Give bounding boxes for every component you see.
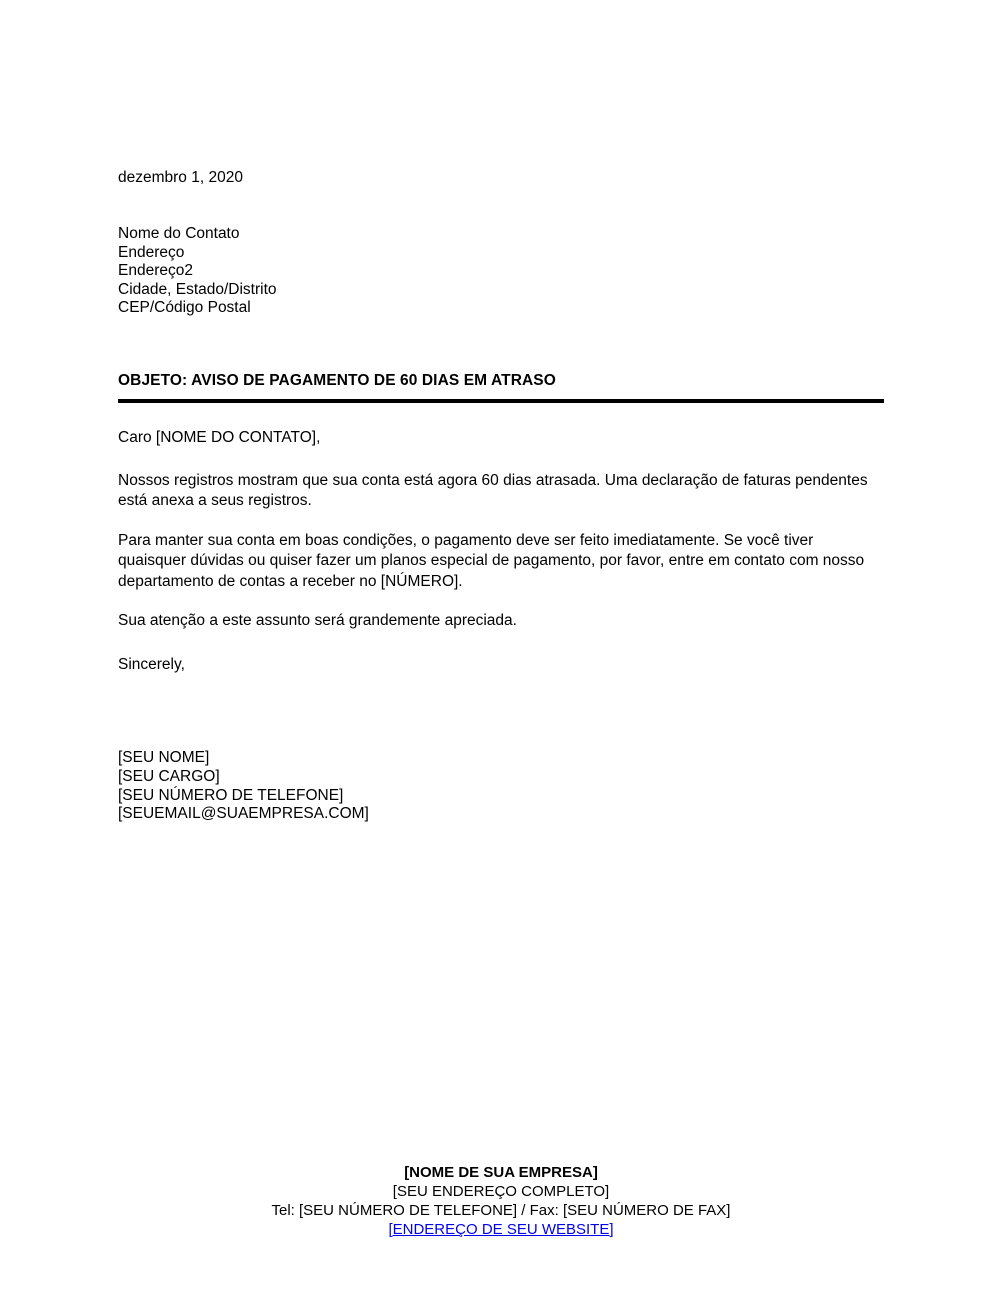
body-paragraph: Nossos registros mostram que sua conta está agora 60 dias atrasada. Uma declaração de faturas pendentes está anexa a seus registros. xyxy=(118,471,868,509)
footer-contact: Tel: [SEU NÚMERO DE TELEFONE] / Fax: [SEU NÚMERO DE FAX] xyxy=(271,1202,731,1219)
horizontal-rule xyxy=(118,399,884,403)
address-line: CEP/Código Postal xyxy=(118,299,251,317)
signature-title: [SEU CARGO] xyxy=(118,767,220,785)
address-line: Nome do Contato xyxy=(118,225,240,242)
footer-company-name: [NOME DE SUA EMPRESA] xyxy=(404,1164,598,1181)
salutation: Caro [NOME DO CONTATO], xyxy=(118,429,321,446)
signature-block xyxy=(118,749,369,824)
footer-website-link xyxy=(118,1220,884,1239)
body-paragraph: Para manter sua conta em boas condições, o pagamento deve ser feito imediatamente. Se você tiver quaisquer dúvidas ou quiser fazer um planos especial de pagamento, por favor, entre em contato com nosso departamento de contas a receber no [NÚMERO]. xyxy=(118,531,865,590)
website-link[interactable]: [ENDEREÇO DE SEU WEBSITE] xyxy=(388,1221,614,1238)
address-line: Endereço2 xyxy=(118,262,193,280)
footer-address: [SEU ENDEREÇO COMPLETO] xyxy=(392,1183,610,1200)
address-line: Endereço xyxy=(118,243,185,261)
page-footer xyxy=(118,1163,884,1239)
letter-body xyxy=(118,428,884,651)
letter-date: dezembro 1, 2020 xyxy=(118,169,243,186)
recipient-address-block xyxy=(118,225,277,318)
signature-email: [SEUEMAIL@SUAEMPRESA.COM] xyxy=(118,805,369,823)
signature-phone: [SEU NÚMERO DE TELEFONE] xyxy=(118,786,344,804)
subject-line: OBJETO: AVISO DE PAGAMENTO DE 60 DIAS EM ATRASO xyxy=(118,372,556,389)
signature-name: [SEU NOME] xyxy=(118,749,210,766)
body-paragraph: Sua atenção a este assunto será grandemente apreciada. xyxy=(118,612,517,629)
closing-salutation: Sincerely, xyxy=(118,656,185,673)
address-line: Cidade, Estado/Distrito xyxy=(118,280,277,298)
subject-section xyxy=(118,371,884,403)
